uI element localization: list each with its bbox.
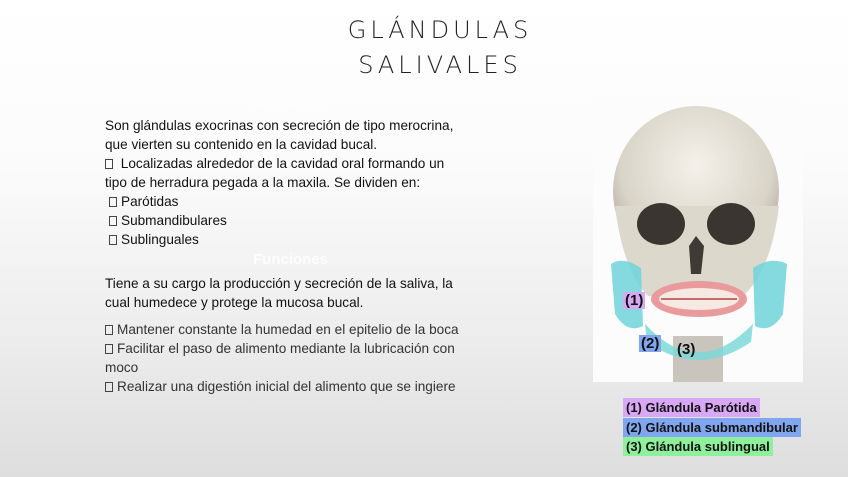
type-item-label: Parótidas: [121, 194, 179, 209]
function-item-text: Realizar una digestión inicial del alimento que se ingiere: [117, 379, 456, 394]
function-item-3: [105, 377, 456, 396]
type-item-submandibulares: [109, 211, 227, 230]
type-item-parotidas: [109, 192, 178, 211]
figure-label-sublingual: (3): [677, 341, 696, 358]
bullet-box-icon: [105, 159, 113, 169]
type-item-label: Sublinguales: [121, 232, 199, 247]
function-item-2: [105, 339, 455, 358]
function-item-text: Mantener constante la humedad en el epitelio de la boca: [117, 322, 459, 337]
skull-salivary-glands-image: [593, 96, 803, 382]
definition-line-3-text: Localizadas alrededor de la cavidad oral formando un: [117, 156, 445, 171]
legend-sublingual: (3) Glándula sublingual: [623, 437, 773, 456]
bullet-box-icon: [109, 216, 117, 226]
legend-parotid: (1) Glándula Parótida: [623, 398, 760, 417]
definition-line-4: tipo de herradura pegada a la maxila. Se dividen en:: [105, 175, 421, 190]
definition-line-3: [105, 154, 444, 173]
definition-line-2: que vierten su contenido en la cavidad bucal.: [105, 137, 378, 152]
bullet-box-icon: [105, 344, 113, 354]
figure-label-submandibular: (2): [641, 335, 660, 352]
bullet-box-icon: [109, 235, 117, 245]
type-item-sublinguales: [109, 230, 199, 249]
function-item-1: [105, 320, 459, 339]
bullet-box-icon: [105, 325, 113, 335]
legend-submandibular: (2) Glándula submandibular: [623, 418, 801, 437]
function-item-2-continuation: moco: [105, 360, 139, 375]
section-heading-definition: Definición: [250, 95, 323, 112]
skull-illustration: [593, 96, 803, 382]
summary-line-2: cual humedece y protege la mucosa bucal.: [105, 295, 364, 310]
type-item-label: Submandibulares: [121, 213, 227, 228]
bullet-box-icon: [105, 382, 113, 392]
bullet-box-icon: [109, 197, 117, 207]
function-item-text: Facilitar el paso de alimento mediante la lubricación con: [117, 341, 455, 356]
section-heading-funciones: Funciones: [253, 251, 329, 268]
definition-line-1: Son glándulas exocrinas con secreción de tipo merocrina,: [105, 118, 454, 133]
slide-title-line2: SALIVALES: [358, 51, 522, 79]
slide-title-line1: GLÁNDULAS: [347, 16, 533, 44]
summary-line-1: Tiene a su cargo la producción y secreción de la saliva, la: [105, 276, 453, 291]
figure-label-parotid: (1): [625, 292, 644, 309]
